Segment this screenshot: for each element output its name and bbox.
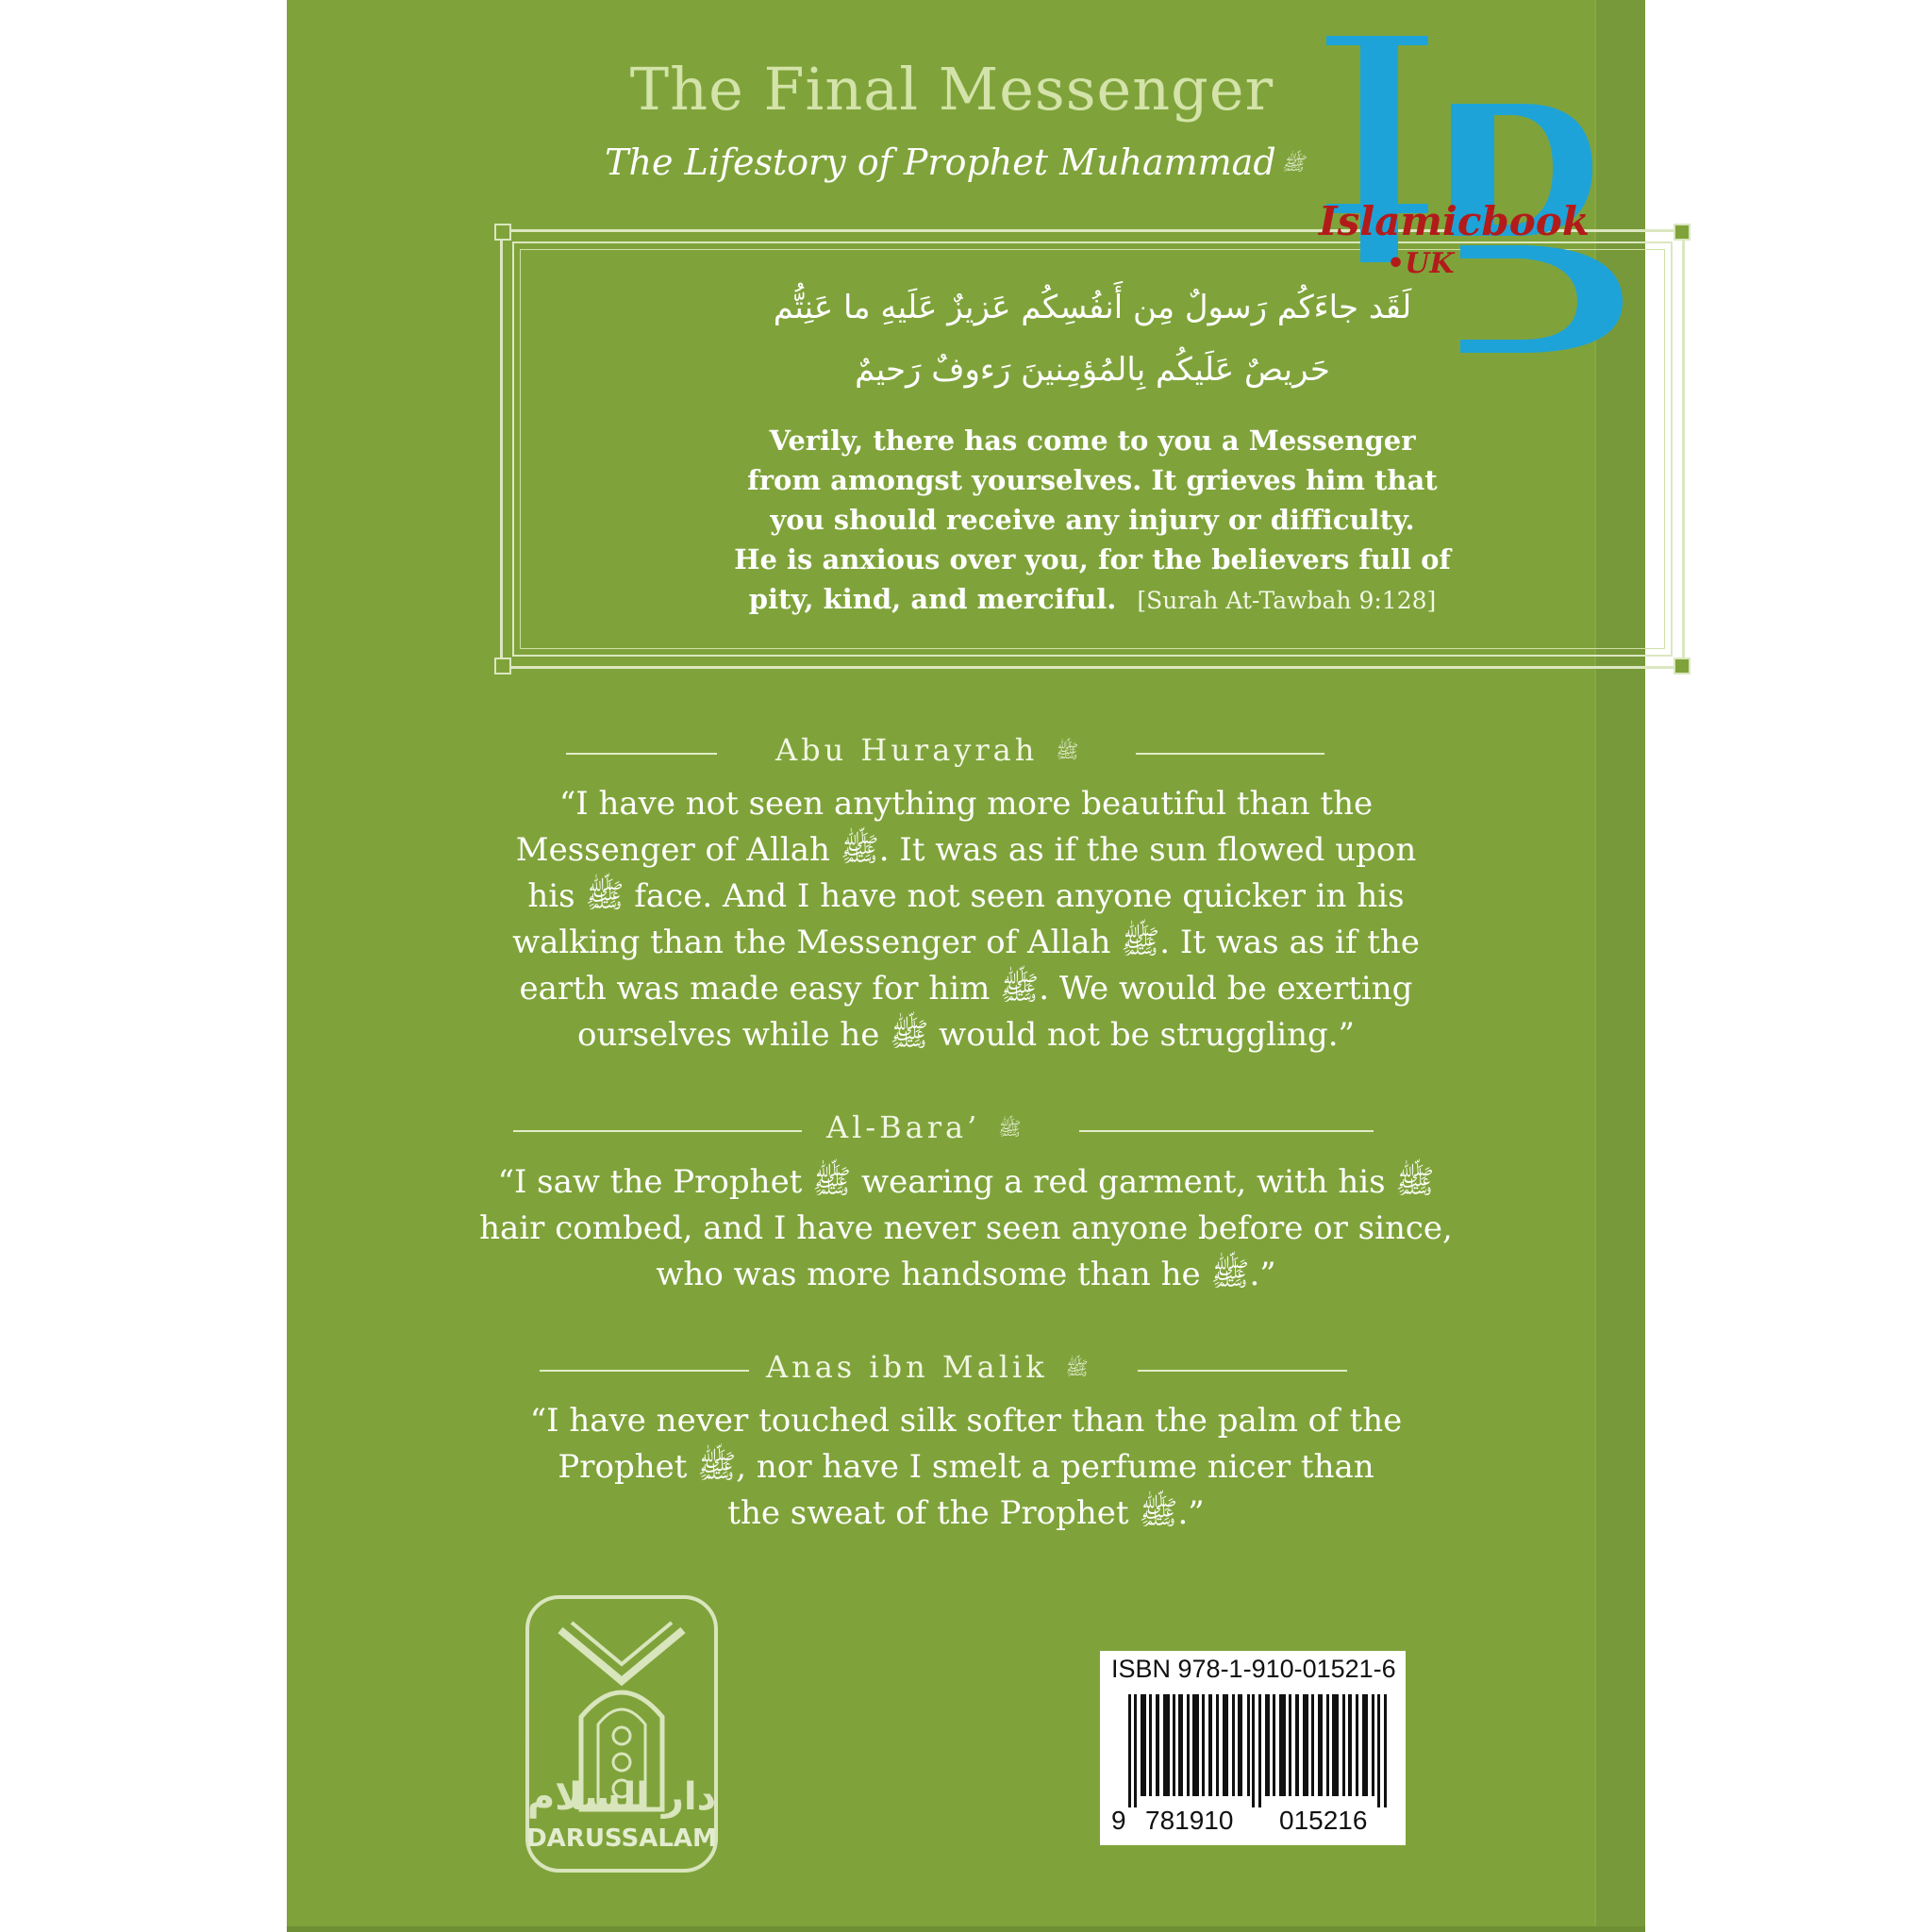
publisher-arabic-name: دار السلام bbox=[526, 1775, 717, 1819]
speaker-name-text: Al-Bara’ bbox=[826, 1109, 981, 1145]
honorific-icon: ﷺ bbox=[1056, 740, 1079, 762]
verse-translation-line bbox=[541, 579, 1644, 621]
publisher-name: DARUSSALAM bbox=[526, 1824, 717, 1853]
isbn-digit-first: 9 bbox=[1111, 1806, 1126, 1835]
quote-line: who was more handsome than he ﷺ.” bbox=[656, 1256, 1276, 1293]
frame-corner-ornament bbox=[494, 224, 511, 241]
quote-line: earth was made easy for him ﷺ. We would be exerting bbox=[519, 970, 1413, 1008]
quote-line: “I have not seen anything more beautiful than the bbox=[558, 785, 1374, 823]
islamicbook-watermark bbox=[1319, 36, 1630, 357]
frame-corner-ornament bbox=[1674, 224, 1690, 241]
quote-abu-hurayrah bbox=[287, 781, 1645, 1058]
verse-arabic-line-1: لَقَد جاءَكُم رَسولٌ مِن أَنفُسِكُم عَزيزٌ عَلَيهِ ما عَنِتُّم bbox=[773, 289, 1412, 326]
quote-line: Prophet ﷺ, nor have I smelt a perfume nicer than bbox=[558, 1448, 1374, 1486]
verse-translation-line: Verily, there has come to you a Messenger bbox=[769, 425, 1416, 457]
quote-line: “I have never touched silk softer than the palm of the bbox=[529, 1402, 1403, 1440]
verse-reference: [Surah At-Tawbah 9:128] bbox=[1137, 587, 1437, 614]
watermark-brand-text: Islamicbook bbox=[1319, 198, 1590, 244]
quote-line: hair combed, and I have never seen anyone before or since, bbox=[479, 1209, 1453, 1247]
quote-line: walking than the Messenger of Allah ﷺ. It was as if the bbox=[512, 924, 1420, 961]
barcode-bars-icon bbox=[1128, 1694, 1396, 1807]
heading-rule-left bbox=[513, 1130, 802, 1132]
verse-translation-last: pity, kind, and merciful. bbox=[748, 583, 1117, 615]
quote-al-bara bbox=[287, 1159, 1645, 1298]
verse-arabic-line-2: حَريصٌ عَلَيكُم بِالمُؤمِنينَ رَءوفٌ رَحيمٌ bbox=[855, 351, 1330, 389]
section-heading-al-bara bbox=[287, 1109, 1645, 1147]
quote-line: his ﷺ face. And I have not seen anyone quicker in his bbox=[527, 877, 1405, 915]
isbn-digit-group-2: 015216 bbox=[1279, 1806, 1368, 1835]
pbuh-honorific-icon: ﷺ bbox=[1281, 152, 1305, 175]
quote-anas-ibn-malik bbox=[287, 1398, 1645, 1537]
isbn-barcode bbox=[1100, 1651, 1406, 1845]
cover-bottom-edge bbox=[287, 1926, 1645, 1932]
speaker-name bbox=[826, 1109, 1021, 1145]
speaker-name bbox=[775, 732, 1078, 768]
honorific-icon: ﷺ bbox=[998, 1117, 1022, 1140]
heading-rule-right bbox=[1136, 753, 1324, 755]
speaker-name-text: Anas ibn Malik bbox=[766, 1349, 1048, 1385]
speaker-name bbox=[766, 1349, 1089, 1385]
verse-translation-line: He is anxious over you, for the believers full of bbox=[734, 543, 1451, 575]
heading-rule-right bbox=[1079, 1130, 1374, 1132]
speaker-name-text: Abu Hurayrah bbox=[775, 732, 1039, 768]
honorific-icon: ﷺ bbox=[1065, 1357, 1089, 1379]
frame-corner-ornament bbox=[1674, 658, 1690, 675]
book-title: The Final Messenger bbox=[629, 55, 1274, 124]
section-heading-anas-ibn-malik bbox=[287, 1349, 1645, 1387]
isbn-label: ISBN 978-1-910-01521-6 bbox=[1111, 1655, 1396, 1683]
heading-rule-left bbox=[540, 1370, 749, 1372]
isbn-digit-group-1: 781910 bbox=[1145, 1806, 1234, 1835]
verse-translation bbox=[541, 421, 1644, 621]
book-subtitle-text: The Lifestory of Prophet Muhammad bbox=[605, 142, 1276, 183]
verse-translation-line: from amongst yourselves. It grieves him that bbox=[747, 464, 1438, 496]
frame-corner-ornament bbox=[494, 658, 511, 675]
heading-rule-left bbox=[566, 753, 717, 755]
heading-rule-right bbox=[1138, 1370, 1347, 1372]
verse-translation-line: you should receive any injury or difficulty. bbox=[770, 504, 1415, 536]
quote-line: Messenger of Allah ﷺ. It was as if the sun flowed upon bbox=[515, 831, 1417, 869]
darussalam-logo bbox=[525, 1594, 719, 1874]
quote-line: the sweat of the Prophet ﷺ.” bbox=[727, 1494, 1205, 1532]
quote-line: ourselves while he ﷺ would not be struggling.” bbox=[577, 1016, 1355, 1054]
quote-line: “I saw the Prophet ﷺ wearing a red garment, with his ﷺ bbox=[497, 1163, 1435, 1201]
watermark-suffix-text: •UK bbox=[1387, 247, 1455, 280]
section-heading-abu-hurayrah bbox=[287, 732, 1645, 770]
ibd-logo-icon bbox=[1319, 36, 1630, 357]
